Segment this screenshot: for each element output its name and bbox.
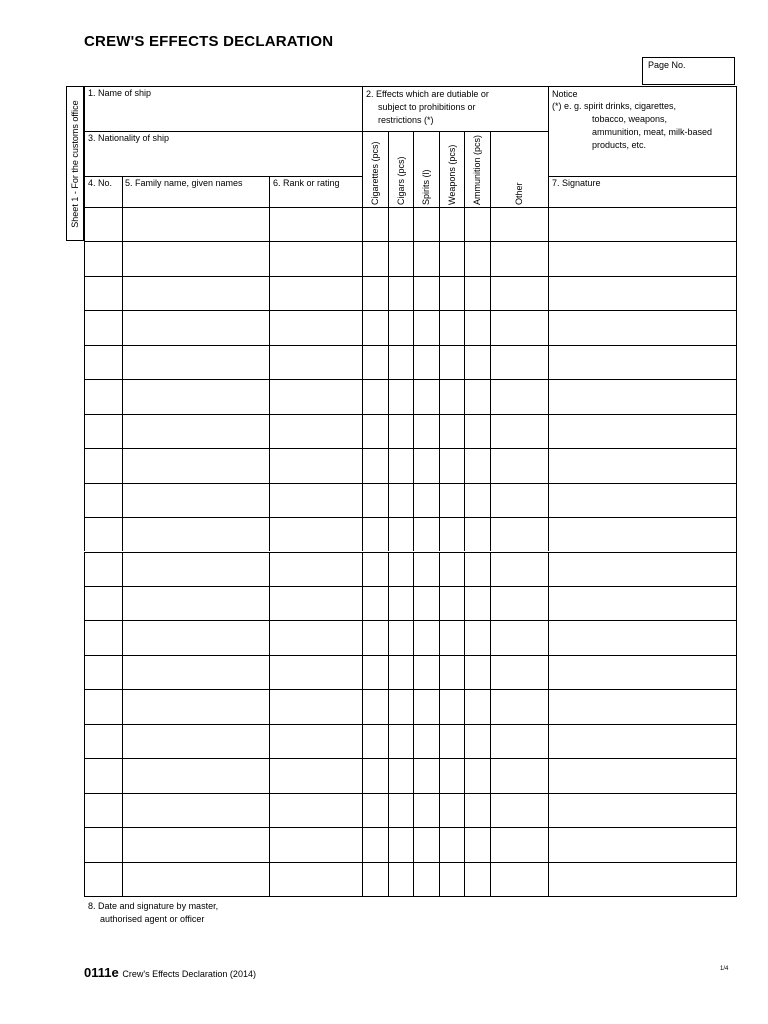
effects-col-header — [464, 131, 490, 207]
cell-cigarettes[interactable] — [362, 862, 388, 896]
notice-line1: (*) e. g. spirit drinks, cigarettes, — [552, 101, 677, 111]
cell-other[interactable] — [490, 552, 548, 586]
nationality-of-ship-field[interactable] — [84, 131, 362, 176]
cell-cigarettes[interactable] — [362, 483, 388, 517]
cell-ammunition[interactable] — [464, 689, 490, 723]
cell-signature[interactable] — [548, 483, 737, 517]
cell-signature[interactable] — [548, 793, 737, 827]
cell-family-name[interactable] — [122, 620, 269, 654]
cell-cigarettes[interactable] — [362, 689, 388, 723]
effects-heading-line2: subject to prohibitions or — [378, 102, 476, 112]
name-of-ship-field[interactable] — [84, 86, 362, 131]
cell-cigarettes[interactable] — [362, 241, 388, 275]
effects-col-header-label: Cigarettes (pcs) — [370, 141, 380, 205]
col-header-rank — [269, 176, 362, 207]
cell-other[interactable] — [490, 655, 548, 689]
cell-family-name[interactable] — [122, 483, 269, 517]
cell-signature[interactable] — [548, 724, 737, 758]
cell-weapons[interactable] — [439, 379, 464, 413]
cell-cigarettes[interactable] — [362, 379, 388, 413]
cell-family-name[interactable] — [122, 241, 269, 275]
cell-spirits[interactable] — [413, 379, 439, 413]
cell-cigars[interactable] — [388, 448, 413, 482]
cell-other[interactable] — [490, 310, 548, 344]
cell-weapons[interactable] — [439, 448, 464, 482]
cell-rank[interactable] — [269, 862, 362, 896]
cell-cigars[interactable] — [388, 483, 413, 517]
cell-weapons[interactable] — [439, 655, 464, 689]
cell-cigars[interactable] — [388, 345, 413, 379]
cell-family-name[interactable] — [122, 310, 269, 344]
cell-cigarettes[interactable] — [362, 827, 388, 861]
cell-rank[interactable] — [269, 448, 362, 482]
footer — [84, 965, 256, 980]
cell-spirits[interactable] — [413, 276, 439, 310]
cell-cigars[interactable] — [388, 517, 413, 551]
effects-col-header — [490, 131, 548, 207]
cell-no[interactable] — [84, 689, 122, 723]
cell-signature[interactable] — [548, 345, 737, 379]
cell-ammunition[interactable] — [464, 827, 490, 861]
cell-ammunition[interactable] — [464, 310, 490, 344]
cell-weapons[interactable] — [439, 586, 464, 620]
cell-ammunition[interactable] — [464, 517, 490, 551]
cell-rank[interactable] — [269, 827, 362, 861]
cell-ammunition[interactable] — [464, 793, 490, 827]
cell-rank[interactable] — [269, 655, 362, 689]
cell-spirits[interactable] — [413, 724, 439, 758]
cell-cigars[interactable] — [388, 620, 413, 654]
cell-family-name[interactable] — [122, 862, 269, 896]
cell-cigars[interactable] — [388, 241, 413, 275]
cell-rank[interactable] — [269, 276, 362, 310]
cell-no[interactable] — [84, 862, 122, 896]
cell-weapons[interactable] — [439, 414, 464, 448]
cell-cigarettes[interactable] — [362, 207, 388, 241]
cell-family-name[interactable] — [122, 207, 269, 241]
cell-ammunition[interactable] — [464, 414, 490, 448]
cell-ammunition[interactable] — [464, 724, 490, 758]
cell-weapons[interactable] — [439, 689, 464, 723]
cell-cigars[interactable] — [388, 552, 413, 586]
cell-cigars[interactable] — [388, 793, 413, 827]
form-title: CREW'S EFFECTS DECLARATION — [84, 33, 334, 50]
cell-spirits[interactable] — [413, 758, 439, 792]
cell-weapons[interactable] — [439, 517, 464, 551]
cell-other[interactable] — [490, 689, 548, 723]
cell-rank[interactable] — [269, 345, 362, 379]
cell-rank[interactable] — [269, 620, 362, 654]
cell-cigarettes[interactable] — [362, 448, 388, 482]
effects-heading — [362, 86, 548, 131]
cell-family-name[interactable] — [122, 758, 269, 792]
cell-cigarettes[interactable] — [362, 414, 388, 448]
cell-no[interactable] — [84, 517, 122, 551]
date-signature-line2: authorised agent or officer — [100, 914, 205, 924]
cell-cigarettes[interactable] — [362, 310, 388, 344]
cell-other[interactable] — [490, 862, 548, 896]
cell-other[interactable] — [490, 276, 548, 310]
cell-rank[interactable] — [269, 586, 362, 620]
cell-cigars[interactable] — [388, 276, 413, 310]
cell-family-name[interactable] — [122, 689, 269, 723]
cell-spirits[interactable] — [413, 414, 439, 448]
cell-spirits[interactable] — [413, 586, 439, 620]
cell-signature[interactable] — [548, 552, 737, 586]
cell-spirits[interactable] — [413, 689, 439, 723]
cell-ammunition[interactable] — [464, 345, 490, 379]
cell-cigarettes[interactable] — [362, 724, 388, 758]
effects-col-header-label: Other — [514, 182, 524, 205]
cell-other[interactable] — [490, 448, 548, 482]
cell-other[interactable] — [490, 724, 548, 758]
effects-col-header — [413, 131, 439, 207]
cell-spirits[interactable] — [413, 827, 439, 861]
col-header-rank-label: 6. Rank or rating — [273, 178, 340, 188]
cell-ammunition[interactable] — [464, 862, 490, 896]
cell-no[interactable] — [84, 552, 122, 586]
cell-no[interactable] — [84, 758, 122, 792]
cell-signature[interactable] — [548, 379, 737, 413]
cell-rank[interactable] — [269, 310, 362, 344]
sheet-label-text: Sheet 1 - For the customs office — [70, 99, 80, 228]
cell-signature[interactable] — [548, 689, 737, 723]
cell-cigarettes[interactable] — [362, 552, 388, 586]
cell-cigarettes[interactable] — [362, 793, 388, 827]
cell-spirits[interactable] — [413, 310, 439, 344]
cell-family-name[interactable] — [122, 379, 269, 413]
cell-cigars[interactable] — [388, 862, 413, 896]
footer-text: Crew's Effects Declaration (2014) — [122, 969, 256, 979]
cell-family-name[interactable] — [122, 448, 269, 482]
cell-no[interactable] — [84, 827, 122, 861]
cell-cigars[interactable] — [388, 758, 413, 792]
cell-family-name[interactable] — [122, 793, 269, 827]
effects-col-header-label: Cigars (pcs) — [395, 156, 406, 205]
cell-no[interactable] — [84, 620, 122, 654]
cell-family-name[interactable] — [122, 345, 269, 379]
cell-cigars[interactable] — [388, 310, 413, 344]
cell-cigars[interactable] — [388, 689, 413, 723]
cell-spirits[interactable] — [413, 241, 439, 275]
cell-ammunition[interactable] — [464, 586, 490, 620]
cell-ammunition[interactable] — [464, 207, 490, 241]
footer-page-number: 1/4 — [720, 966, 729, 972]
cell-spirits[interactable] — [413, 483, 439, 517]
cell-family-name[interactable] — [122, 552, 269, 586]
cell-cigars[interactable] — [388, 655, 413, 689]
cell-cigars[interactable] — [388, 379, 413, 413]
cell-ammunition[interactable] — [464, 655, 490, 689]
effects-col-header-label: Ammunition (pcs) — [472, 134, 482, 205]
cell-rank[interactable] — [269, 517, 362, 551]
cell-family-name[interactable] — [122, 517, 269, 551]
cell-ammunition[interactable] — [464, 758, 490, 792]
cell-spirits[interactable] — [413, 207, 439, 241]
effects-heading-line3: restrictions (*) — [378, 115, 434, 125]
effects-heading-line1: 2. Effects which are dutiable or — [366, 89, 489, 99]
cell-spirits[interactable] — [413, 655, 439, 689]
cell-ammunition[interactable] — [464, 379, 490, 413]
cell-cigarettes[interactable] — [362, 517, 388, 551]
cell-cigarettes[interactable] — [362, 345, 388, 379]
cell-no[interactable] — [84, 241, 122, 275]
cell-no[interactable] — [84, 448, 122, 482]
cell-weapons[interactable] — [439, 758, 464, 792]
cell-weapons[interactable] — [439, 793, 464, 827]
cell-signature[interactable] — [548, 310, 737, 344]
cell-signature[interactable] — [548, 827, 737, 861]
notice-title: Notice — [552, 89, 578, 99]
cell-signature[interactable] — [548, 207, 737, 241]
col-header-family-name — [122, 176, 269, 207]
cell-cigarettes[interactable] — [362, 586, 388, 620]
cell-rank[interactable] — [269, 552, 362, 586]
cell-rank[interactable] — [269, 414, 362, 448]
cell-rank[interactable] — [269, 724, 362, 758]
effects-col-header-label: Spirits (l) — [421, 169, 431, 205]
cell-other[interactable] — [490, 379, 548, 413]
cell-other[interactable] — [490, 517, 548, 551]
cell-signature[interactable] — [548, 758, 737, 792]
cell-family-name[interactable] — [122, 586, 269, 620]
cell-weapons[interactable] — [439, 620, 464, 654]
cell-weapons[interactable] — [439, 483, 464, 517]
cell-cigarettes[interactable] — [362, 758, 388, 792]
cell-ammunition[interactable] — [464, 448, 490, 482]
cell-cigars[interactable] — [388, 724, 413, 758]
footer-code: 0111e — [84, 965, 119, 980]
col-header-signature-label: 7. Signature — [552, 178, 601, 188]
cell-other[interactable] — [490, 414, 548, 448]
col-header-no-label: 4. No. — [88, 178, 113, 188]
cell-spirits[interactable] — [413, 448, 439, 482]
cell-other[interactable] — [490, 758, 548, 792]
cell-no[interactable] — [84, 586, 122, 620]
cell-spirits[interactable] — [413, 862, 439, 896]
notice-box — [548, 86, 737, 176]
cell-signature[interactable] — [548, 586, 737, 620]
cell-weapons[interactable] — [439, 241, 464, 275]
cell-no[interactable] — [84, 276, 122, 310]
cell-cigarettes[interactable] — [362, 620, 388, 654]
cell-other[interactable] — [490, 827, 548, 861]
effects-col-header — [362, 131, 388, 207]
cell-family-name[interactable] — [122, 827, 269, 861]
cell-rank[interactable] — [269, 379, 362, 413]
cell-spirits[interactable] — [413, 793, 439, 827]
col-header-signature — [548, 176, 737, 207]
cell-other[interactable] — [490, 793, 548, 827]
cell-weapons[interactable] — [439, 552, 464, 586]
cell-no[interactable] — [84, 345, 122, 379]
cell-ammunition[interactable] — [464, 552, 490, 586]
cell-weapons[interactable] — [439, 724, 464, 758]
cell-cigarettes[interactable] — [362, 276, 388, 310]
cell-cigars[interactable] — [388, 207, 413, 241]
cell-other[interactable] — [490, 483, 548, 517]
cell-signature[interactable] — [548, 517, 737, 551]
cell-cigarettes[interactable] — [362, 655, 388, 689]
cell-no[interactable] — [84, 310, 122, 344]
cell-no[interactable] — [84, 483, 122, 517]
cell-spirits[interactable] — [413, 345, 439, 379]
cell-signature[interactable] — [548, 276, 737, 310]
cell-weapons[interactable] — [439, 827, 464, 861]
cell-ammunition[interactable] — [464, 276, 490, 310]
nationality-of-ship-label: 3. Nationality of ship — [88, 133, 170, 143]
cell-weapons[interactable] — [439, 862, 464, 896]
cell-rank[interactable] — [269, 689, 362, 723]
cell-spirits[interactable] — [413, 517, 439, 551]
cell-rank[interactable] — [269, 241, 362, 275]
cell-spirits[interactable] — [413, 552, 439, 586]
cell-no[interactable] — [84, 207, 122, 241]
cell-weapons[interactable] — [439, 276, 464, 310]
cell-cigars[interactable] — [388, 827, 413, 861]
effects-col-header-label: Weapons (pcs) — [446, 144, 457, 205]
cell-signature[interactable] — [548, 655, 737, 689]
cell-family-name[interactable] — [122, 276, 269, 310]
cell-other[interactable] — [490, 586, 548, 620]
cell-ammunition[interactable] — [464, 241, 490, 275]
col-header-no — [84, 176, 122, 207]
cell-spirits[interactable] — [413, 620, 439, 654]
notice-line4: products, etc. — [592, 140, 647, 150]
cell-cigars[interactable] — [388, 414, 413, 448]
notice-line3: ammunition, meat, milk-based — [592, 127, 713, 137]
cell-signature[interactable] — [548, 620, 737, 654]
effects-col-header — [439, 131, 464, 207]
date-signature-line1: 8. Date and signature by master, — [88, 901, 219, 911]
cell-family-name[interactable] — [122, 414, 269, 448]
cell-other[interactable] — [490, 207, 548, 241]
cell-family-name[interactable] — [122, 655, 269, 689]
cell-family-name[interactable] — [122, 724, 269, 758]
cell-other[interactable] — [490, 241, 548, 275]
notice-line2: tobacco, weapons, — [592, 114, 668, 124]
right-border — [736, 86, 737, 897]
cell-no[interactable] — [84, 655, 122, 689]
bottom-border — [84, 896, 737, 897]
col-header-family-name-label: 5. Family name, given names — [125, 178, 243, 188]
effects-col-header — [388, 131, 413, 207]
cell-other[interactable] — [490, 620, 548, 654]
cell-signature[interactable] — [548, 414, 737, 448]
cell-other[interactable] — [490, 345, 548, 379]
cell-signature[interactable] — [548, 862, 737, 896]
cell-rank[interactable] — [269, 483, 362, 517]
cell-cigars[interactable] — [388, 586, 413, 620]
cell-signature[interactable] — [548, 448, 737, 482]
cell-weapons[interactable] — [439, 345, 464, 379]
cell-signature[interactable] — [548, 241, 737, 275]
cell-weapons[interactable] — [439, 310, 464, 344]
cell-no[interactable] — [84, 414, 122, 448]
cell-rank[interactable] — [269, 793, 362, 827]
cell-ammunition[interactable] — [464, 620, 490, 654]
cell-no[interactable] — [84, 793, 122, 827]
cell-no[interactable] — [84, 379, 122, 413]
name-of-ship-label: 1. Name of ship — [88, 88, 152, 98]
page-number-label: Page No. — [648, 60, 686, 70]
cell-rank[interactable] — [269, 207, 362, 241]
cell-rank[interactable] — [269, 758, 362, 792]
cell-weapons[interactable] — [439, 207, 464, 241]
cell-no[interactable] — [84, 724, 122, 758]
cell-ammunition[interactable] — [464, 483, 490, 517]
